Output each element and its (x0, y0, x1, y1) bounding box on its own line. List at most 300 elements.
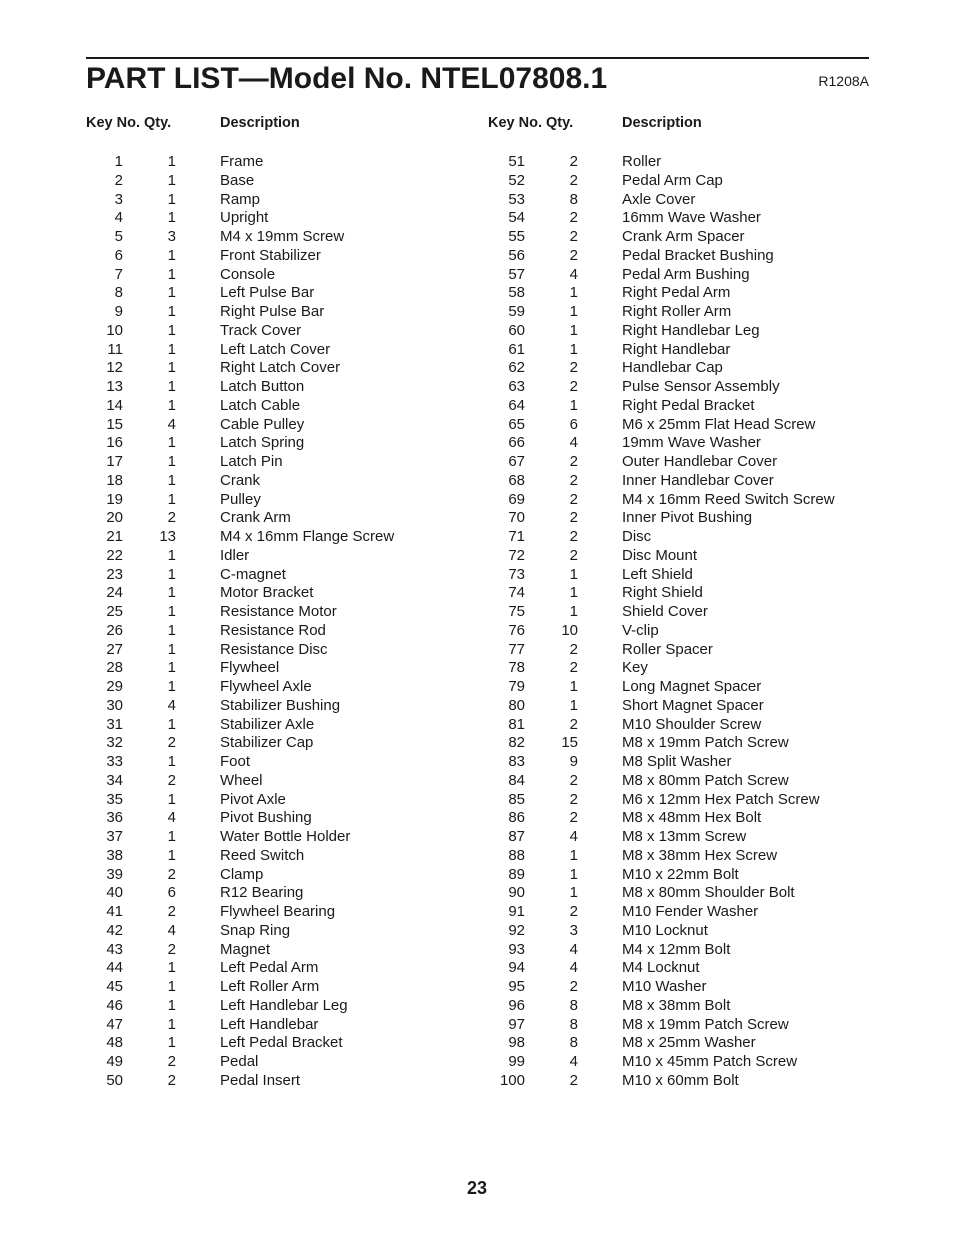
part-row (488, 959, 868, 978)
part-quantity: 4 (167, 809, 176, 827)
part-quantity: 2 (569, 546, 578, 564)
part-quantity: 2 (167, 865, 176, 883)
part-key-number: 33 (106, 753, 123, 770)
part-quantity: 4 (569, 940, 578, 958)
page-number: 23 (466, 1178, 488, 1198)
part-key-number: 63 (508, 378, 525, 395)
part-row (86, 266, 466, 285)
part-key-number: 19 (106, 490, 123, 508)
part-row (86, 153, 466, 172)
header-description: Description (220, 115, 300, 131)
part-row (86, 547, 466, 566)
part-key-number: 98 (508, 1034, 525, 1052)
part-key-number: 48 (106, 1034, 123, 1052)
part-key-number: 36 (106, 809, 123, 827)
part-quantity: 3 (167, 228, 176, 245)
part-description: Clamp (220, 865, 264, 883)
part-quantity: 4 (569, 1053, 578, 1070)
part-row (86, 191, 466, 210)
part-quantity: 2 (167, 903, 176, 920)
part-quantity: 1 (167, 828, 176, 845)
part-key-number: 27 (106, 640, 123, 658)
part-description: Pedal (220, 1053, 259, 1070)
part-description: M6 x 12mm Hex Patch Screw (622, 790, 820, 808)
part-quantity: 1 (167, 171, 176, 189)
part-description: Key (622, 659, 648, 677)
part-description: Frame (220, 153, 264, 170)
part-description: M8 x 80mm Shoulder Bolt (622, 884, 795, 902)
part-row (86, 941, 466, 960)
part-key-number: 31 (106, 715, 123, 733)
part-key-number: 60 (508, 321, 525, 339)
part-quantity: 2 (569, 715, 578, 733)
part-row (488, 659, 868, 678)
part-key-number: 7 (114, 265, 123, 283)
part-description: M4 x 12mm Bolt (622, 940, 731, 958)
part-description: M8 x 38mm Hex Screw (622, 846, 778, 864)
part-quantity: 2 (569, 809, 578, 827)
part-description: R12 Bearing (220, 884, 304, 902)
part-description: M10 Washer (622, 978, 707, 995)
part-quantity: 8 (569, 190, 578, 208)
column-headers (488, 115, 868, 135)
part-description: Resistance Motor (220, 603, 337, 620)
part-quantity: 10 (561, 621, 578, 639)
part-row (86, 303, 466, 322)
part-description: Cable Pulley (220, 415, 305, 433)
part-description: Stabilizer Cap (220, 734, 314, 752)
part-description: Pulse Sensor Assembly (622, 378, 780, 395)
part-quantity: 8 (569, 1015, 578, 1033)
part-row (488, 866, 868, 885)
part-row (488, 603, 868, 622)
part-quantity: 2 (569, 528, 578, 545)
part-quantity: 2 (569, 153, 578, 170)
part-description: Flywheel (220, 659, 280, 677)
part-key-number: 90 (508, 884, 525, 902)
part-row (488, 191, 868, 210)
part-row (488, 716, 868, 735)
part-key-number: 66 (508, 434, 525, 452)
part-quantity: 1 (167, 846, 176, 864)
part-description: M8 x 48mm Hex Bolt (622, 809, 762, 827)
part-key-number: 10 (106, 321, 123, 339)
part-description: Stabilizer Bushing (220, 696, 341, 714)
part-description: Inner Pivot Bushing (622, 509, 753, 527)
part-row (488, 922, 868, 941)
part-row (86, 791, 466, 810)
part-row (86, 641, 466, 660)
part-row (488, 584, 868, 603)
part-description: Right Latch Cover (220, 359, 341, 377)
part-row (86, 678, 466, 697)
part-row (488, 509, 868, 528)
part-key-number: 64 (508, 396, 525, 414)
part-quantity: 1 (167, 1015, 176, 1033)
part-key-number: 58 (508, 284, 525, 302)
part-quantity: 1 (167, 209, 176, 227)
part-quantity: 2 (569, 771, 578, 789)
part-key-number: 18 (106, 471, 123, 489)
part-quantity: 1 (167, 153, 176, 170)
part-quantity: 6 (569, 415, 578, 433)
part-quantity: 1 (167, 1034, 176, 1052)
part-key-number: 68 (508, 471, 525, 489)
part-key-number: 45 (106, 978, 123, 995)
part-row (86, 734, 466, 753)
part-quantity: 1 (167, 265, 176, 283)
part-key-number: 69 (508, 490, 525, 508)
part-description: M8 x 19mm Patch Screw (622, 1015, 789, 1033)
part-key-number: 80 (508, 696, 525, 714)
part-description: Right Pedal Bracket (622, 396, 755, 414)
part-quantity: 13 (159, 528, 176, 545)
part-quantity: 1 (569, 678, 578, 695)
part-quantity: 8 (569, 996, 578, 1014)
part-quantity: 4 (167, 921, 176, 939)
reference-code: R1208A (818, 73, 869, 89)
part-quantity: 2 (569, 659, 578, 677)
part-quantity: 1 (167, 190, 176, 208)
part-row (488, 247, 868, 266)
part-key-number: 15 (106, 415, 123, 433)
part-description: V-clip (622, 621, 659, 639)
part-row (86, 378, 466, 397)
part-description: Track Cover (220, 321, 302, 339)
part-description: Outer Handlebar Cover (622, 453, 778, 470)
part-row (86, 209, 466, 228)
part-row (86, 659, 466, 678)
part-quantity: 2 (569, 171, 578, 189)
part-quantity: 9 (569, 753, 578, 770)
part-description: Flywheel Axle (220, 678, 312, 695)
part-description: Latch Button (220, 378, 305, 395)
part-quantity: 2 (167, 771, 176, 789)
parts-column-right (488, 115, 868, 1089)
header-key-no: Key No. (488, 115, 542, 131)
part-key-number: 25 (106, 603, 123, 620)
part-description: Snap Ring (220, 921, 291, 939)
part-description: M4 Locknut (622, 959, 700, 977)
part-row (488, 941, 868, 960)
part-quantity: 1 (569, 884, 578, 902)
part-quantity: 1 (167, 790, 176, 808)
part-row (488, 397, 868, 416)
part-description: M10 Fender Washer (622, 903, 759, 920)
part-key-number: 91 (508, 903, 525, 920)
part-row (86, 172, 466, 191)
part-quantity: 1 (167, 978, 176, 995)
part-quantity: 2 (167, 940, 176, 958)
part-row (488, 697, 868, 716)
part-row (86, 453, 466, 472)
part-row (86, 997, 466, 1016)
part-row (86, 959, 466, 978)
part-key-number: 61 (508, 340, 525, 358)
part-key-number: 92 (508, 921, 525, 939)
part-key-number: 23 (106, 565, 123, 583)
part-row (86, 228, 466, 247)
part-row (488, 1016, 868, 1035)
part-quantity: 1 (167, 396, 176, 414)
part-quantity: 1 (167, 453, 176, 470)
part-row (488, 884, 868, 903)
part-quantity: 1 (569, 303, 578, 320)
part-description: 16mm Wave Washer (622, 209, 761, 227)
part-row (86, 397, 466, 416)
part-quantity: 1 (569, 846, 578, 864)
part-row (488, 753, 868, 772)
part-row (488, 772, 868, 791)
part-quantity: 1 (167, 753, 176, 770)
part-description: Idler (220, 546, 250, 564)
part-key-number: 77 (508, 640, 525, 658)
part-key-number: 95 (508, 978, 525, 995)
part-key-number: 72 (508, 546, 525, 564)
part-row (86, 772, 466, 791)
part-quantity: 15 (561, 734, 578, 752)
part-quantity: 2 (569, 228, 578, 245)
part-key-number: 81 (508, 715, 525, 733)
part-description: Left Roller Arm (220, 978, 320, 995)
part-quantity: 2 (569, 471, 578, 489)
part-key-number: 13 (106, 378, 123, 395)
header-qty: Qty. (144, 115, 172, 131)
header-key-no: Key No. (86, 115, 140, 131)
part-description: Latch Pin (220, 453, 283, 470)
part-quantity: 1 (569, 865, 578, 883)
part-quantity: 4 (569, 265, 578, 283)
part-row (488, 153, 868, 172)
part-row (86, 922, 466, 941)
part-quantity: 2 (167, 734, 176, 752)
part-key-number: 65 (508, 415, 525, 433)
part-row (86, 566, 466, 585)
part-description: M10 x 45mm Patch Screw (622, 1053, 798, 1070)
part-quantity: 2 (569, 640, 578, 658)
part-description: Disc (622, 528, 652, 545)
part-row (86, 491, 466, 510)
part-description: M8 x 38mm Bolt (622, 996, 731, 1014)
part-row (488, 566, 868, 585)
part-quantity: 2 (569, 790, 578, 808)
part-key-number: 47 (106, 1015, 123, 1033)
part-description: Motor Bracket (220, 584, 314, 602)
part-key-number: 78 (508, 659, 525, 677)
part-row (488, 322, 868, 341)
part-description: M10 Locknut (622, 921, 708, 939)
part-quantity: 3 (569, 921, 578, 939)
part-description: Crank (220, 471, 261, 489)
part-row (86, 416, 466, 435)
part-quantity: 1 (167, 340, 176, 358)
part-description: Disc Mount (622, 546, 698, 564)
part-key-number: 86 (508, 809, 525, 827)
part-quantity: 1 (167, 565, 176, 583)
part-key-number: 89 (508, 865, 525, 883)
part-quantity: 1 (569, 565, 578, 583)
part-description: Pivot Axle (220, 790, 286, 808)
part-key-number: 100 (499, 1071, 525, 1089)
part-quantity: 4 (167, 696, 176, 714)
part-row (86, 809, 466, 828)
part-description: Roller Spacer (622, 640, 713, 658)
part-key-number: 4 (114, 209, 123, 227)
part-key-number: 35 (106, 790, 123, 808)
part-key-number: 24 (106, 584, 123, 602)
part-description: M10 Shoulder Screw (622, 715, 762, 733)
part-row (488, 903, 868, 922)
part-quantity: 1 (569, 340, 578, 358)
part-key-number: 38 (106, 846, 123, 864)
header-qty: Qty. (546, 115, 574, 131)
part-key-number: 53 (508, 190, 525, 208)
part-description: Pivot Bushing (220, 809, 312, 827)
part-quantity: 2 (569, 378, 578, 395)
part-quantity: 1 (167, 621, 176, 639)
part-row (488, 791, 868, 810)
part-quantity: 2 (167, 509, 176, 527)
part-key-number: 34 (106, 771, 123, 789)
part-quantity: 2 (167, 1053, 176, 1070)
part-description: Axle Cover (622, 190, 696, 208)
part-key-number: 55 (508, 228, 525, 245)
part-description: Console (220, 265, 276, 283)
part-row (488, 472, 868, 491)
part-description: Long Magnet Spacer (622, 678, 762, 695)
part-description: Latch Spring (220, 434, 305, 452)
part-key-number: 93 (508, 940, 525, 958)
part-quantity: 2 (569, 1071, 578, 1089)
part-description: Foot (220, 753, 251, 770)
parts-column-left (86, 115, 466, 1089)
part-key-number: 16 (106, 434, 123, 452)
part-key-number: 32 (106, 734, 123, 752)
part-key-number: 62 (508, 359, 525, 377)
part-key-number: 94 (508, 959, 525, 977)
part-key-number: 75 (508, 603, 525, 620)
page-title: PART LIST—Model No. NTEL07808.1 (86, 62, 608, 95)
part-key-number: 11 (107, 340, 123, 358)
part-row (488, 978, 868, 997)
part-description: M10 x 22mm Bolt (622, 865, 739, 883)
part-description: Resistance Disc (220, 640, 328, 658)
part-description: Left Pulse Bar (220, 284, 315, 302)
part-key-number: 41 (106, 903, 123, 920)
part-quantity: 2 (569, 509, 578, 527)
part-description: Ramp (220, 190, 261, 208)
part-quantity: 1 (167, 434, 176, 452)
part-key-number: 74 (508, 584, 525, 602)
part-key-number: 73 (508, 565, 525, 583)
part-key-number: 14 (106, 396, 123, 414)
part-quantity: 2 (167, 1071, 176, 1089)
part-description: Shield Cover (622, 603, 708, 620)
part-description: Right Handlebar (622, 340, 731, 358)
part-row (86, 622, 466, 641)
parts-rows (86, 153, 466, 1091)
part-quantity: 1 (167, 246, 176, 264)
part-row (488, 847, 868, 866)
part-description: Pedal Arm Cap (622, 171, 723, 189)
part-quantity: 1 (167, 584, 176, 602)
part-row (488, 641, 868, 660)
part-quantity: 4 (167, 415, 176, 433)
part-quantity: 4 (569, 434, 578, 452)
part-row (86, 847, 466, 866)
part-key-number: 49 (106, 1053, 123, 1070)
part-row (488, 341, 868, 360)
part-key-number: 87 (508, 828, 525, 845)
part-row (86, 828, 466, 847)
part-key-number: 5 (114, 228, 123, 245)
part-quantity: 2 (569, 978, 578, 995)
part-row (488, 491, 868, 510)
part-row (86, 866, 466, 885)
part-quantity: 8 (569, 1034, 578, 1052)
part-row (488, 1072, 868, 1091)
part-row (86, 509, 466, 528)
part-key-number: 44 (106, 959, 123, 977)
part-key-number: 9 (114, 303, 123, 320)
part-key-number: 59 (508, 303, 525, 320)
part-key-number: 57 (508, 265, 525, 283)
part-row (488, 359, 868, 378)
part-row (86, 434, 466, 453)
part-quantity: 1 (167, 640, 176, 658)
part-description: Water Bottle Holder (220, 828, 351, 845)
part-description: M10 x 60mm Bolt (622, 1071, 739, 1089)
part-row (488, 172, 868, 191)
part-quantity: 2 (569, 903, 578, 920)
part-row (86, 528, 466, 547)
part-row (86, 284, 466, 303)
part-description: Right Pulse Bar (220, 303, 325, 320)
part-row (488, 228, 868, 247)
part-row (488, 378, 868, 397)
part-quantity: 1 (569, 584, 578, 602)
part-row (488, 997, 868, 1016)
part-description: Inner Handlebar Cover (622, 471, 774, 489)
part-description: Latch Cable (220, 396, 301, 414)
part-key-number: 99 (508, 1053, 525, 1070)
part-quantity: 1 (569, 321, 578, 339)
part-quantity: 2 (569, 246, 578, 264)
part-quantity: 1 (167, 996, 176, 1014)
part-key-number: 22 (106, 546, 123, 564)
part-key-number: 40 (106, 884, 123, 902)
part-key-number: 29 (106, 678, 123, 695)
part-description: Right Shield (622, 584, 703, 602)
part-description: M8 x 80mm Patch Screw (622, 771, 789, 789)
part-key-number: 20 (106, 509, 123, 527)
part-key-number: 88 (508, 846, 525, 864)
part-key-number: 84 (508, 771, 525, 789)
part-key-number: 79 (508, 678, 525, 695)
part-key-number: 1 (114, 153, 123, 170)
part-description: Upright (220, 209, 269, 227)
part-description: Handlebar Cap (622, 359, 723, 377)
part-row (86, 341, 466, 360)
part-quantity: 2 (569, 490, 578, 508)
part-row (488, 828, 868, 847)
part-description: M8 x 13mm Screw (622, 828, 747, 845)
part-description: Stabilizer Axle (220, 715, 315, 733)
part-quantity: 1 (569, 696, 578, 714)
part-row (488, 284, 868, 303)
part-description: M4 x 19mm Screw (220, 228, 345, 245)
part-row (86, 603, 466, 622)
